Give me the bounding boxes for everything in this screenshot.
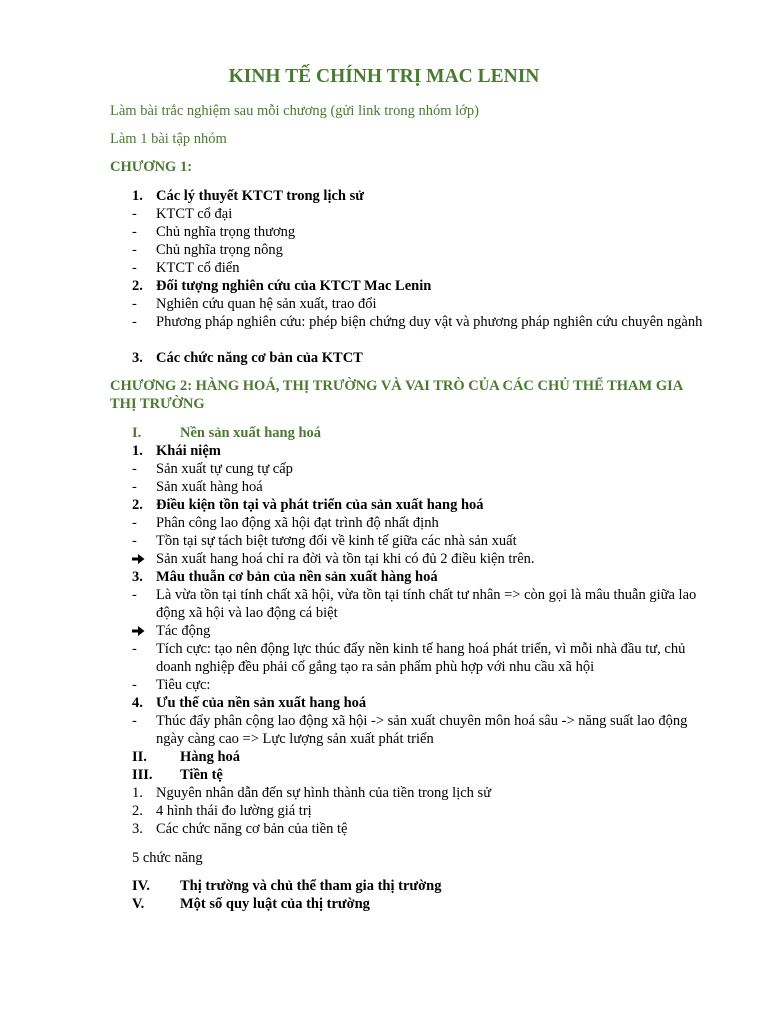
- list-marker: 4.: [132, 695, 143, 711]
- chapter1-heading: CHƯƠNG 1:: [110, 159, 193, 175]
- section-marker: IV.: [132, 878, 150, 894]
- list-text: Các chức năng cơ bản của KTCT: [156, 350, 363, 366]
- list-marker: 2.: [132, 497, 143, 513]
- list-marker: -: [132, 515, 137, 531]
- list-marker: -: [132, 314, 137, 330]
- section-title: Tiền tệ: [180, 767, 223, 783]
- section-marker: III.: [132, 767, 153, 783]
- list-marker: 1.: [132, 785, 143, 801]
- list-marker: -: [132, 260, 137, 276]
- list-marker: -: [132, 641, 137, 657]
- list-text: Ưu thế của nền sản xuất hang hoá: [156, 695, 367, 711]
- list-text: Sản xuất hàng hoá: [156, 479, 263, 495]
- list-marker: 3.: [132, 350, 143, 366]
- list-text: Chủ nghĩa trọng nông: [156, 242, 283, 258]
- list-marker: 3.: [132, 821, 143, 837]
- section-marker: I.: [132, 425, 142, 441]
- list-text: Khái niệm: [156, 443, 221, 459]
- list-text: Chủ nghĩa trọng thương: [156, 224, 296, 240]
- list-marker: -: [132, 224, 137, 240]
- list-marker: -: [132, 296, 137, 312]
- list-text: Sản xuất hang hoá chỉ ra đời và tồn tại khi có đủ 2 điều kiện trên.: [156, 551, 535, 567]
- intro-line-2: Làm 1 bài tập nhóm: [110, 131, 227, 147]
- section-marker: V.: [132, 896, 145, 912]
- list-text: Tích cực: tạo nên động lực thúc đẩy nền kinh tế hang hoá phát triển, vì mỗi nhà đầu tư, chủ doanh nghiệp đều phải cố gắng tạo ra sản phẩm phù hợp với nhu cầu xã hội: [156, 641, 686, 675]
- list-text: Mâu thuẫn cơ bản của nền sản xuất hàng hoá: [156, 569, 438, 585]
- list-text: Là vừa tồn tại tính chất xã hội, vừa tồn tại tính chất tư nhân => còn gọi là mâu thuẫn giữa lao động xã hội và lao động cá biệt: [156, 587, 697, 621]
- list-marker: 3.: [132, 569, 143, 585]
- list-text: Tiêu cực:: [156, 677, 211, 693]
- list-text: Các lý thuyết KTCT trong lịch sử: [156, 188, 364, 204]
- list-text: Thúc đẩy phân cộng lao động xã hội -> sản xuất chuyên môn hoá sâu -> năng suất lao động ngày càng cao => Lực lượng sản xuất phát triển: [156, 713, 688, 747]
- list-marker: -: [132, 206, 137, 222]
- list-text: Các chức năng cơ bản của tiền tệ: [156, 821, 348, 837]
- section-title: Hàng hoá: [180, 749, 241, 765]
- list-text: Tác động: [156, 623, 211, 639]
- list-marker: 2.: [132, 803, 143, 819]
- list-marker: -: [132, 479, 137, 495]
- note-text: 5 chức năng: [132, 850, 203, 866]
- list-marker: 1.: [132, 443, 143, 459]
- list-text: 4 hình thái đo lường giá trị: [156, 803, 312, 819]
- list-text: Nghiên cứu quan hệ sản xuất, trao đổi: [156, 296, 377, 312]
- list-text: Phương pháp nghiên cứu: phép biện chứng duy vật và phương pháp nghiên cứu chuyên ngành: [156, 314, 703, 330]
- list-marker: -: [132, 713, 137, 729]
- document-title: KINH TẾ CHÍNH TRỊ MAC LENIN: [228, 66, 540, 87]
- list-text: KTCT cổ điển: [156, 260, 240, 276]
- list-text: Phân công lao động xã hội đạt trình độ nhất định: [156, 515, 439, 531]
- section-title: Thị trường và chủ thể tham gia thị trường: [180, 878, 442, 894]
- list-text: Điều kiện tồn tại và phát triển của sản xuất hang hoá: [156, 497, 484, 513]
- intro-line-1: Làm bài trắc nghiệm sau mỗi chương (gửi link trong nhóm lớp): [110, 103, 479, 119]
- list-text: Nguyên nhân dẫn đến sự hình thành của tiền trong lịch sử: [156, 785, 492, 801]
- list-marker: -: [132, 587, 137, 603]
- chapter2-heading: CHƯƠNG 2: HÀNG HOÁ, THỊ TRƯỜNG VÀ VAI TRÒ CỦA CÁC CHỦ THỂ THAM GIA THỊ TRƯỜNG: [110, 378, 683, 412]
- list-marker: -: [132, 242, 137, 258]
- section-title: Một số quy luật của thị trường: [180, 896, 370, 912]
- list-marker: 2.: [132, 278, 143, 294]
- list-text: KTCT cổ đại: [156, 206, 233, 222]
- list-text: Sản xuất tự cung tự cấp: [156, 461, 293, 477]
- list-marker: -: [132, 461, 137, 477]
- list-marker: 1.: [132, 188, 143, 204]
- list-marker: -: [132, 533, 137, 549]
- list-text: Tồn tại sự tách biệt tương đối về kinh tế giữa các nhà sản xuất: [156, 533, 517, 549]
- section-marker: II.: [132, 749, 147, 765]
- list-marker: -: [132, 677, 137, 693]
- section-title: Nền sản xuất hang hoá: [180, 425, 322, 441]
- list-text: Đối tượng nghiên cứu của KTCT Mac Lenin: [156, 278, 432, 294]
